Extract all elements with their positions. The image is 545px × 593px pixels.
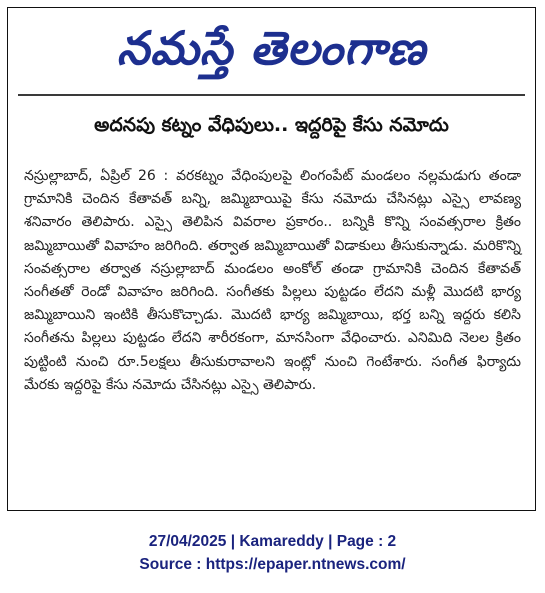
footer-date-edition: 27/04/2025 | Kamareddy | Page : 2 xyxy=(148,533,397,550)
masthead-divider xyxy=(18,94,525,96)
newspaper-masthead xyxy=(8,16,535,80)
news-clipping xyxy=(7,7,536,511)
masthead-title: నమస్తే తెలంగాణ xyxy=(116,21,427,75)
article-body: నస్రుల్లాబాద్, ఏప్రిల్ 26 : వరకట్నం వేధింపులపై లింగంపేట్ మండలం నల్లమడుగు తండా గ్రామానికి చెందిన కేతావత్ బన్ని, జమ్మిబాయిపై కేసు నమోదు చేసినట్లు ఎస్సై లావణ్య శనివారం తెలిపారు. ఎస్సై తెలిపిన వివరాల ప్రకారం.. బన్నికి కొన్ని సంవత్సరాల క్రితం జమ్మిబాయితో వివాహం జరిగింది. తర్వాత జమ్మిబాయితో విడాకులు తీసుకున్నాడు. మరికొన్ని సంవత్సరాల తర్వాత నస్రుల్లాబాద్ మండలం అంకోల్ తండా గ్రామానికి చెందిన కేతావత్ సంగీతతో రెండో వివాహం జరిగింది. సంగీతకు పిల్లలు పుట్టడం లేదని మళ్లీ మొదటి భార్య జమ్మిబాయిని ఇంటికి తీసుకొచ్చాడు. మొదటి భార్య జమ్మిబాయి, భర్త బన్ని ఇద్దరు కలిసి సంగీతను పిల్లలు పుట్టడం లేదని శారీరకంగా, మానసింగా వేధించారు. ఎనిమిది నెలల క్రితం పుట్టింటి నుంచి రూ.5లక్షలు తీసుకురావాలని ఇంట్లో నుంచి గెంటేశారు. సంగీత ఫిర్యాదు మేరకు ఇద్దరిపై కేసు నమోదు చేసినట్లు ఎస్సై తెలిపారు. xyxy=(24,168,521,393)
article-headline: అదనపు కట్నం వేధిపులు.. ఇద్దరిపై కేసు నమోదు xyxy=(94,114,449,136)
footer-source-link[interactable]: Source : https://epaper.ntnews.com/ xyxy=(139,556,406,573)
